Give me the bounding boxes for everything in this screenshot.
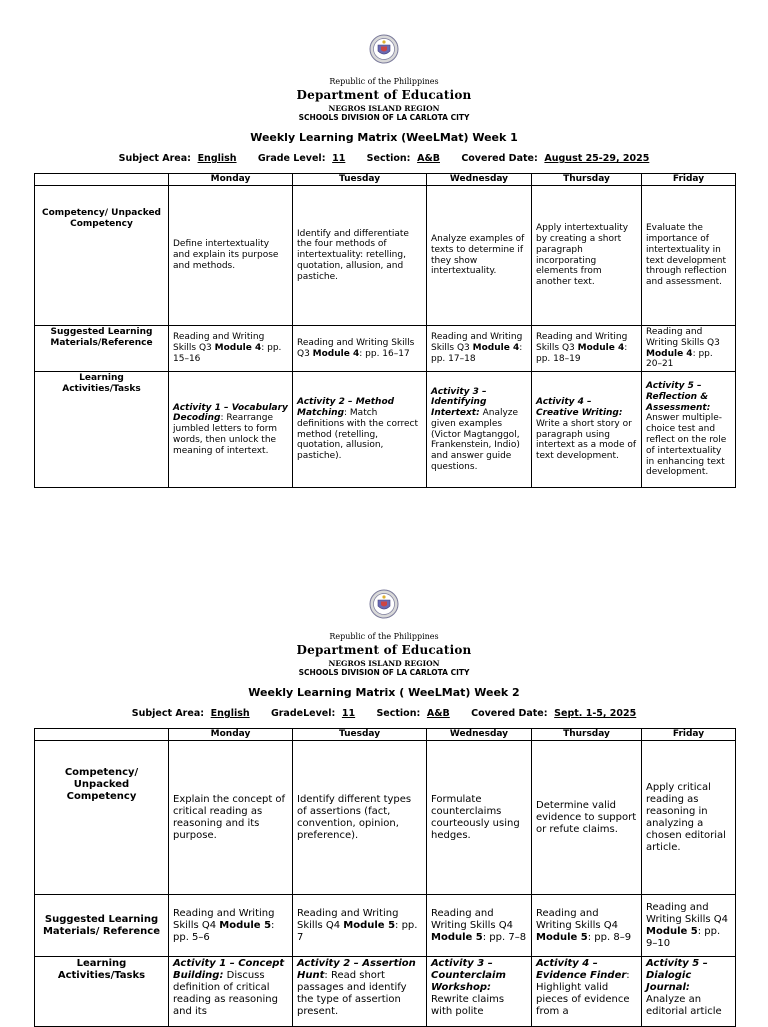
day-header: Friday bbox=[642, 174, 736, 186]
row-label: Learning Activities/Tasks bbox=[35, 957, 169, 1027]
deped-seal-icon bbox=[369, 589, 399, 619]
table-cell: Activity 5 – Reflection & Assessment: Answer multiple-choice test and reflect on the role of intertextuality in enhancing text development. bbox=[642, 372, 736, 488]
table-cell: Activity 2 – Assertion Hunt: Read short passages and identify the type of assertion present. bbox=[293, 957, 427, 1027]
date-label: Covered Date: bbox=[471, 708, 548, 719]
republic-line: Republic of the Philippines bbox=[329, 632, 439, 641]
table-cell: Activity 5 – Dialogic Journal: Analyze an editorial article bbox=[642, 957, 736, 1027]
table-cell: Reading and Writing Skills Q3 Module 4: pp. 15–16 bbox=[169, 326, 293, 372]
department-line: Department of Education bbox=[296, 88, 472, 102]
activities-row bbox=[35, 957, 736, 1027]
table-cell: Activity 3 – Counterclaim Workshop: Rewrite claims with polite bbox=[427, 957, 532, 1027]
table-cell: Reading and Writing Skills Q4 Module 5: pp. 8–9 bbox=[532, 895, 642, 957]
table-cell: Reading and Writing Skills Q3 Module 4: pp. 20–21 bbox=[642, 326, 736, 372]
table-cell: Explain the concept of critical reading as reasoning and its purpose. bbox=[169, 741, 293, 895]
table-cell: Evaluate the importance of intertextuality in text development through reflection and assessment. bbox=[642, 186, 736, 326]
table-cell: Activity 4 – Evidence Finder: Highlight valid pieces of evidence from a bbox=[532, 957, 642, 1027]
table-cell: Define intertextuality and explain its purpose and methods. bbox=[169, 186, 293, 326]
row-label: Competency/ Unpacked Competency bbox=[35, 186, 169, 326]
section-label: Section: bbox=[376, 708, 421, 719]
republic-line: Republic of the Philippines bbox=[329, 77, 439, 86]
deped-seal-icon bbox=[369, 34, 399, 64]
subject-value: English bbox=[197, 153, 237, 164]
row-label: Suggested Learning Materials/Reference bbox=[35, 326, 169, 372]
table-cell: Activity 3 – Identifying Intertext: Analyze given examples (Victor Magtanggol, Frankenstein, Indio) and answer guide questions. bbox=[427, 372, 532, 488]
matrix-table bbox=[34, 173, 736, 488]
day-header: Thursday bbox=[532, 174, 642, 186]
corner-cell bbox=[35, 174, 169, 186]
table-cell: Apply critical reading as reasoning in analyzing a chosen editorial article. bbox=[642, 741, 736, 895]
page-title: Weekly Learning Matrix ( WeeLMat) Week 2 bbox=[248, 686, 520, 699]
row-label: Suggested Learning Materials/ Reference bbox=[35, 895, 169, 957]
day-header: Tuesday bbox=[293, 729, 427, 741]
competency-row bbox=[35, 741, 736, 895]
table-cell: Activity 1 – Vocabulary Decoding: Rearrange jumbled letters to form words, then unlock the meaning of intertext. bbox=[169, 372, 293, 488]
corner-cell bbox=[35, 729, 169, 741]
table-cell: Identify different types of assertions (fact, convention, opinion, preference). bbox=[293, 741, 427, 895]
day-header: Friday bbox=[642, 729, 736, 741]
table-cell: Reading and Writing Skills Q4 Module 5: pp. 5–6 bbox=[169, 895, 293, 957]
table-cell: Activity 1 – Concept Building: Discuss definition of critical reading as reasoning and its bbox=[169, 957, 293, 1027]
section-value: A&B bbox=[417, 153, 440, 164]
section-value: A&B bbox=[426, 708, 450, 719]
date-label: Covered Date: bbox=[461, 153, 538, 164]
day-header: Monday bbox=[169, 174, 293, 186]
day-header: Wednesday bbox=[427, 174, 532, 186]
day-header: Wednesday bbox=[427, 729, 532, 741]
day-header: Monday bbox=[169, 729, 293, 741]
matrix-table bbox=[34, 728, 736, 1027]
table-cell: Determine valid evidence to support or refute claims. bbox=[532, 741, 642, 895]
region-line: NEGROS ISLAND REGION bbox=[328, 659, 440, 668]
row-label: Competency/ Unpacked Competency bbox=[35, 741, 169, 895]
row-label: Learning Activities/Tasks bbox=[35, 372, 169, 488]
meta-line bbox=[0, 153, 768, 164]
subject-label: Subject Area: bbox=[131, 708, 205, 719]
grade-value: 11 bbox=[332, 153, 346, 164]
division-line: SCHOOLS DIVISION OF LA CARLOTA CITY bbox=[298, 113, 470, 122]
grade-label: Grade Level: bbox=[257, 153, 326, 164]
section-label: Section: bbox=[366, 153, 411, 164]
materials-row bbox=[35, 895, 736, 957]
page-title: Weekly Learning Matrix (WeeLMat) Week 1 bbox=[250, 131, 518, 144]
day-header: Thursday bbox=[532, 729, 642, 741]
region-line: NEGROS ISLAND REGION bbox=[328, 104, 440, 113]
competency-row bbox=[35, 186, 736, 326]
table-cell: Analyze examples of texts to determine if they show intertextuality. bbox=[427, 186, 532, 326]
table-cell: Reading and Writing Skills Q3 Module 4: pp. 17–18 bbox=[427, 326, 532, 372]
table-cell: Reading and Writing Skills Q4 Module 5: pp. 9–10 bbox=[642, 895, 736, 957]
table-header-row bbox=[35, 729, 736, 741]
meta-line bbox=[0, 708, 768, 719]
division-line: SCHOOLS DIVISION OF LA CARLOTA CITY bbox=[298, 668, 470, 677]
grade-value: 11 bbox=[341, 708, 356, 719]
materials-row bbox=[35, 326, 736, 372]
table-cell: Formulate counterclaims courteously using hedges. bbox=[427, 741, 532, 895]
table-cell: Identify and differentiate the four methods of intertextuality: retelling, quotation, allusion, and pastiche. bbox=[293, 186, 427, 326]
subject-label: Subject Area: bbox=[118, 153, 191, 164]
table-header-row bbox=[35, 174, 736, 186]
table-cell: Apply intertextuality by creating a short paragraph incorporating elements from another text. bbox=[532, 186, 642, 326]
grade-label: GradeLevel: bbox=[270, 708, 336, 719]
table-cell: Reading and Writing Skills Q4 Module 5: pp. 7 bbox=[293, 895, 427, 957]
date-value: August 25-29, 2025 bbox=[544, 153, 650, 164]
table-cell: Reading and Writing Skills Q4 Module 5: pp. 7–8 bbox=[427, 895, 532, 957]
table-cell: Activity 4 – Creative Writing: Write a short story or paragraph using intertext as a mode of text development. bbox=[532, 372, 642, 488]
activities-row bbox=[35, 372, 736, 488]
table-cell: Reading and Writing Skills Q3 Module 4: pp. 16–17 bbox=[293, 326, 427, 372]
subject-value: English bbox=[210, 708, 250, 719]
department-line: Department of Education bbox=[296, 643, 472, 657]
date-value: Sept. 1-5, 2025 bbox=[554, 708, 637, 719]
table-cell: Activity 2 – Method Matching: Match definitions with the correct method (retelling, quotation, allusion, pastiche). bbox=[293, 372, 427, 488]
day-header: Tuesday bbox=[293, 174, 427, 186]
table-cell: Reading and Writing Skills Q3 Module 4: pp. 18–19 bbox=[532, 326, 642, 372]
